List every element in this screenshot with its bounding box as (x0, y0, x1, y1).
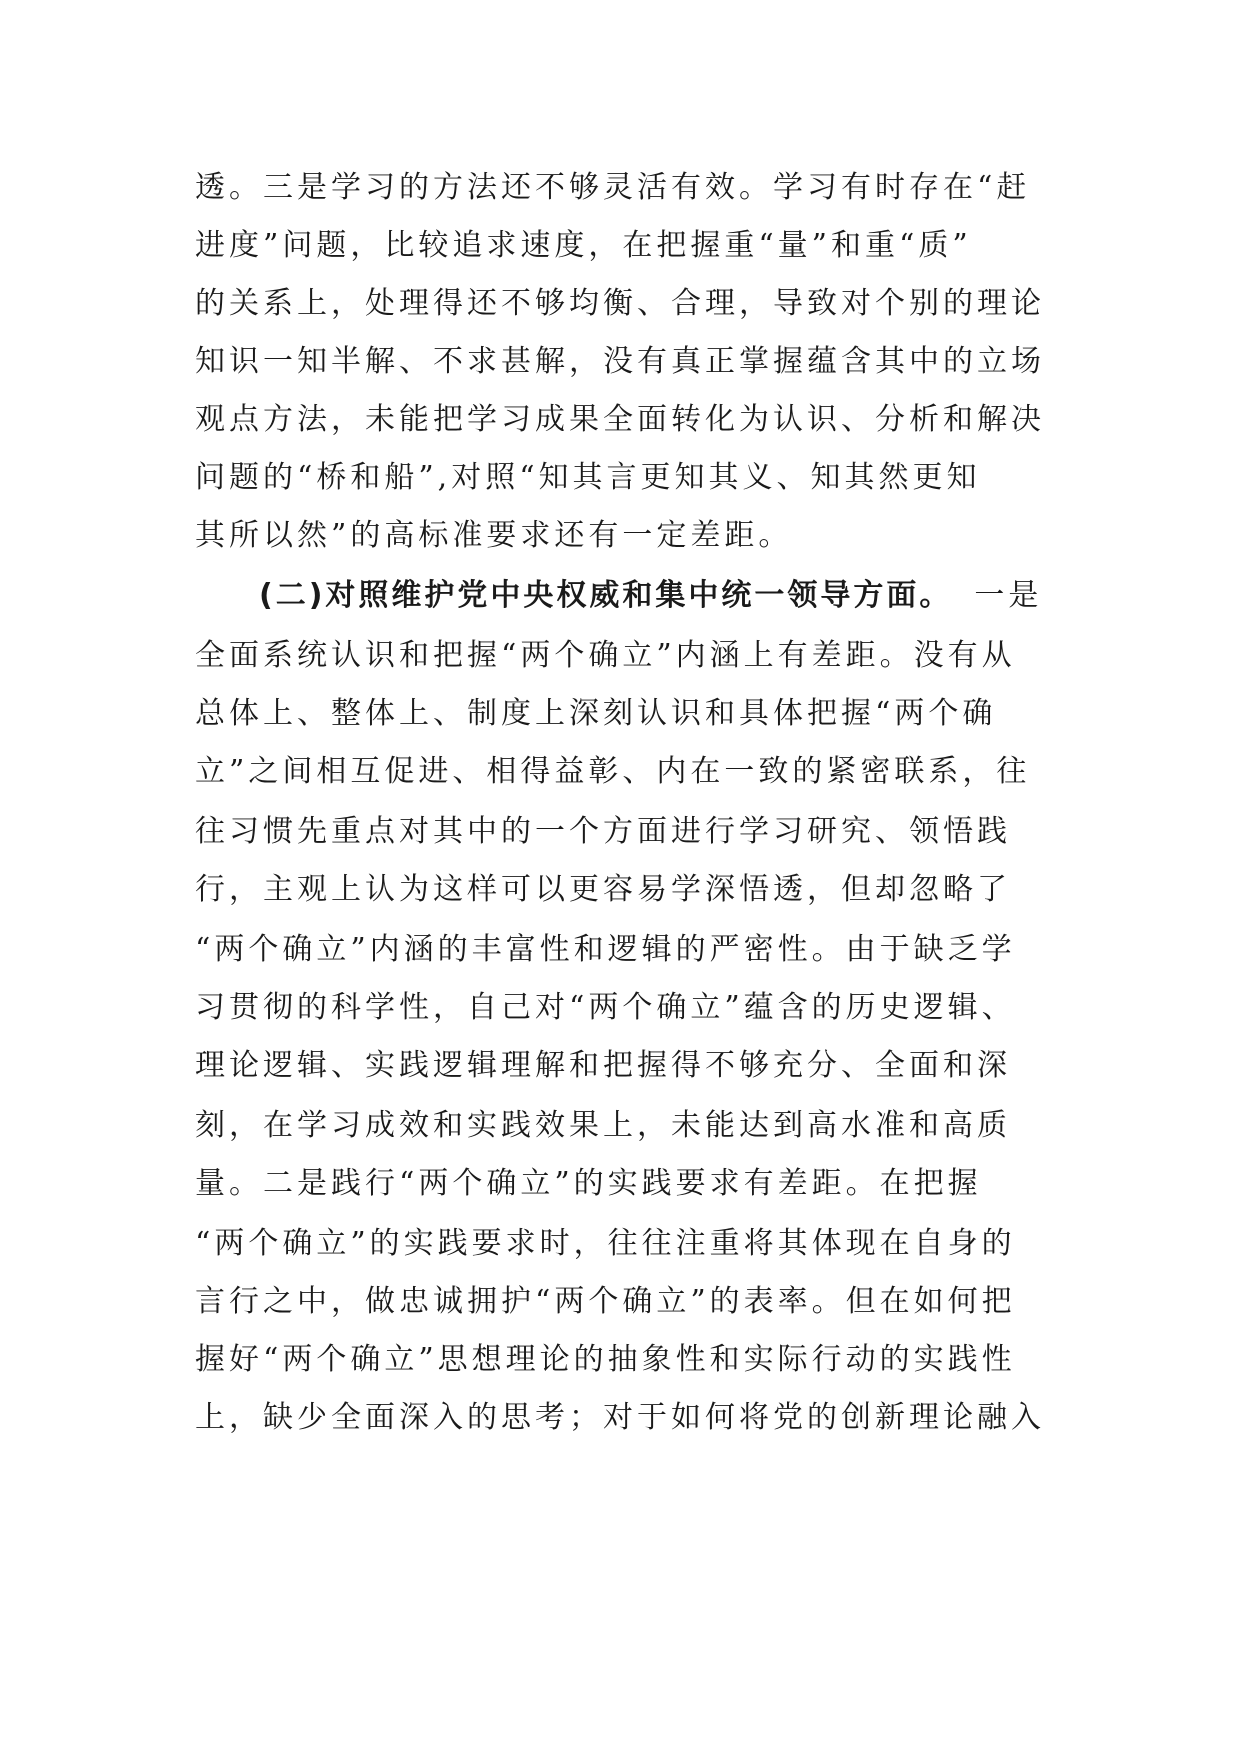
paragraph-line: 上，缺少全面深入的思考；对于如何将党的创新理论融入 (195, 1400, 1045, 1435)
paragraph-line: 往习惯先重点对其中的一个方面进行学习研究、领悟践 (195, 814, 1011, 849)
section-heading-line (259, 576, 1042, 616)
paragraph-line: 行，主观上认为这样可以更容易学深悟透，但却忽略了 (195, 872, 1011, 907)
paragraph-line: 习贯彻的科学性，自己对“两个确立”蕴含的历史逻辑、 (195, 990, 1016, 1025)
paragraph-line: 知识一知半解、不求甚解，没有真正掌握蕴含其中的立场 (195, 344, 1045, 379)
paragraph-line: 言行之中，做忠诚拥护“两个确立”的表率。但在如何把 (195, 1284, 1016, 1319)
section-heading: (二)对照维护党中央权威和集中统一领导方面。 (259, 578, 953, 613)
paragraph-line: 量。二是践行“两个确立”的实践要求有差距。在把握 (195, 1166, 982, 1201)
paragraph-line: 握好“两个确立”思想理论的抽象性和实际行动的实践性 (195, 1342, 1016, 1377)
paragraph-line: “两个确立”的实践要求时，往往注重将其体现在自身的 (195, 1226, 1016, 1261)
paragraph-line: 总体上、整体上、制度上深刻认识和具体把握“两个确 (195, 696, 997, 731)
paragraph-line: 刻，在学习成效和实践效果上，未能达到高水准和高质 (195, 1108, 1011, 1143)
paragraph-line: 观点方法，未能把学习成果全面转化为认识、分析和解决 (195, 402, 1045, 437)
paragraph-line: “两个确立”内涵的丰富性和逻辑的严密性。由于缺乏学 (195, 932, 1016, 967)
paragraph-line: 其所以然”的高标准要求还有一定差距。 (195, 518, 793, 553)
paragraph-line: 的关系上，处理得还不够均衡、合理，导致对个别的理论 (195, 286, 1045, 321)
paragraph-line: 立”之间相互促进、相得益彰、内在一致的紧密联系，往 (195, 754, 1031, 789)
paragraph-line: 进度”问题，比较追求速度，在把握重“量”和重“质” (195, 228, 972, 263)
paragraph-line: 全面系统认识和把握“两个确立”内涵上有差距。没有从 (195, 638, 1016, 673)
paragraph-line: 理论逻辑、实践逻辑理解和把握得不够充分、全面和深 (195, 1048, 1011, 1083)
heading-continuation: 一是 (974, 578, 1043, 613)
paragraph-line: 透。三是学习的方法还不够灵活有效。学习有时存在“赶 (195, 170, 1031, 205)
paragraph-line: 问题的“桥和船”,对照“知其言更知其义、知其然更知 (195, 460, 981, 495)
